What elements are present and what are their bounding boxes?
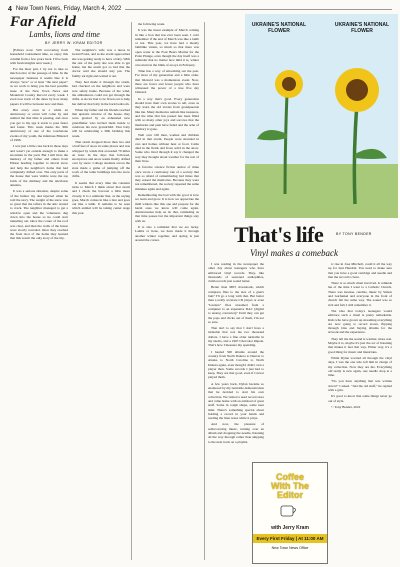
cartoon-caption-right: UKRAINE'S NATIONAL FLOWER [334,22,390,34]
paragraph: Remembering the bad with the good is how we learn and grow. It is how we appreciate the mild winters like this one and prepare for the harsh ones we know will come again. Anniversaries help us do that, reminding us that time passes but the important things stay with us. [135,192,199,223]
paragraph: They had made it through the storm, had checked on the neighbors and were now safely home. Because of the wind, the ambulances could not get through the drifts. A doctor had to be flown out to help her deliver that baby in the back bedroom. [72,80,130,106]
coffee-with-editor-ad [252,462,328,564]
vinyl-headline: Vinyl makes a comeback [250,248,339,258]
coffee-title: Coffee With The Editor [271,472,309,500]
vinyl-column-2 [328,262,392,560]
paragraph: And now, the pleasure of rediscovering music, turning over an album and dropping the needle, listening all the way through rather than skipping to the next track on a playlist. [208,422,264,444]
coffee-host: with Jerry Kram [271,525,309,531]
column-divider [204,22,205,560]
paragraph: the following week. [138,22,166,26]
paragraph: When my father and his friends reached that upstairs window of the house, they were greeted by an exhausted new grandfather who invited them inside to celebrate his new grandchild. That baby will be celebrating a 30th birthday this week. [72,107,130,138]
paragraph: The idea that today's teenagers would embrace such a ritual is pretty remarkable. Kids who have grown up streaming everything are now going to record stores, flipping through bins and buying albums for the artwork and the experience. [328,308,392,335]
paragraph: There is so much ritual involved. It reminds me of the time I went to a Catholic Church. There was incense, candles, music by Simon and Garfunkel and everyone in the front of church felt the same way. The sound was so rich and full, I still remember it. [328,281,392,307]
paragraph: They tell me the sound is warmer, more real. Maybe it is, maybe it's just the act of listening that makes it feel that way. Either way, it's a good thing for music and musicians. [328,336,392,354]
right-article-column [135,22,199,560]
paragraph: It seems that every time the calendar turns to March I think about that storm and I check the forecast a little more closely. It is a reminder that, as the saying goes, March comes in like a lion and goes out like a lamb. It remains to be seen which animal will be taking center stage this year. [72,180,130,215]
paragraph: In a way that's good. Every generation should have their own stories to tell, even as they learn the old stories from grandparents like me. Many memories remain like treasures, and the time that has passed has been filled with so many other joys and sorrows that the memories and pain have faded and the ache of memory is gone. [135,96,199,131]
paragraph: Well over 100 men, women and children died in that storm. People were stranded in cars and homes without heat or food. Cattle died in the fields and froze solid in the snow. Some who lived through it say it changed the way they thought about weather for the rest of their lives. [135,133,199,163]
paragraph: A few years back, Dylan became so enamored by my turntable demonstration that he decided to start his own collection. We visited a used record store and came home with an armload of great stuff. Some in rough shape, some near mint. There's something special about holding a record in your hands and reading the liner notes while it plays. [208,381,264,421]
paragraph: It is also a reminder that we are lucky. Lambs or lions, we have made it through another winter together, and spring is just around the corner. [135,225,199,242]
left-byline: BY JERRY W. KRAM EDITOR [45,41,103,45]
paragraph: A favorite science fiction author of mine once wrote a cautionary tale of a society that was so afraid of remembering bad times that they erased the memories. Because they were not remembered, the society repeated the same mistakes again and again. [135,165,199,191]
paragraph: That storm dropped more than two and a half feet of snow in some places and was whipped by winds that exceeded 70 miles an hour. In the days that followed, snowplows and snow teams finally drifted over by snow. College students across the state made a game of jumping off the roofs of the taller buildings into the snow drifts. [72,139,130,179]
paragraph: That isn't to say that I don't have a turntable that cost me two thousand dollars. I have a fine older turntable in my studio, and a 1967 Chevrolet Impala. That's how I measure my spending. [208,326,264,348]
paragraph: ic rise in Jose Mitchell, could it all the way up for Jeni Hendrix. You need to make sure that you have a good cartridge and needle and that the record is clean. [328,262,392,279]
paragraph: It was a serious situation, despite some of the humor my dad injected when he told the story. The weight of the snow was so great that the rafters in the attic started to crack. The neighbor managed to get a window open and the volunteers dug down into the house so he could start tunneling out. Once the corner of the roof was clear, and then the walls of the house were slowly revealed. Once they reached the front door of the home they learned that this wasn't the only story of the trip. [10,189,68,241]
coffee-schedule: Every First Friday | At 11:00 AM [253,534,327,543]
paragraph: While Dylan worried all through the vinyl days, I was the one who left him in charge of my collection. Now they are his. Everything old really is new again, one needle drop at a time. [328,355,392,378]
left-article-column-1 [10,48,68,560]
paragraph: The neighbor's wife was a nurse in Grand Forks, and as the storm approached she was getting ready to have a baby. With the rest of the party she was able to get home, but the storm got so bad that the doctor said she should stay put. The family sat tight and waited it out. [72,48,130,78]
paragraph: I was reading in the newspaper the other day about teenagers who have embraced vinyl records. They, like thousands of seasoned audiophiles, claim records just sound better. [208,262,264,284]
paragraph: I hauled 300 albums around the country from North Dakota to Denver to Alaska to North Carolina to North Dakota again, even though I didn't own a player then. Some records I just had to keep. They are that good, even if I never played them. [208,349,264,380]
paragraph: "Do you have anything that was written down?" I asked. "Just the old stuff," he replied with a grin. [328,379,392,393]
paragraph: For the most part, I try not to take so much notice of the passage of time. In the newspaper business it seems like it is always "now" or at least "the next paper" as we work to bring you the best possible issue of the New Town News and Mountrail County Record every week. I even lose track of the dates by how many papers it will be between now and then. [10,67,68,106]
right-byline: BY TONY BENDER [336,232,372,236]
paragraph: Time has a way of smoothing out the past. For most of my generation and a little older, that blizzard was a momentous event. Now, there are fewer and fewer people who have witnessed the power of a true five day blizzard. [135,68,199,95]
paragraph: I was just a little cuss back in those days and wasn't yet outside enough to make a snowman in the yard. But I still have the memory of my father and others from Elkton heading together to shovel snow and help the neighbor's home that had completely drifted over. The only parts of the house that were visible were the top brick of the chimney and the television antenna. [10,144,68,187]
editorial-cartoon [245,14,398,218]
paragraph: It's good to know that some things never go out of style. [328,394,392,403]
column-divider [131,22,132,560]
paragraph: (Editors note: Still recovering from household tournament time, so enjoy this column from a few years back. I'll be back with fresh insights next week.) [10,48,68,65]
page-number: 4 [8,5,12,13]
left-headline: Lambs, lions and time [29,30,100,39]
coffee-cup-icon [279,503,299,517]
page-header [8,4,392,14]
paragraph: But every once in a while an anniversary or event will come by and remind me that time is passing, and once you get to my age it starts to pass faster and faster. This week marks the 30th anniversary of one of the touchstone events of my youth, the infamous Blizzard of 1966. [10,107,68,142]
paragraph: It was the truest example of March coming in like a lion that has ever been seen. I can't remember if the end of March was like a lamb or not. This year, we have had a mostly lamblike winter, so much so that there was open water at the Four Bears Marina for the Polar Plunge, even though the day itself was a reminder that no matter how mild it is, winter can return in the blink of an eye in February. [135,28,199,67]
paragraph: © Tony Bender, 2022 [331,404,361,409]
section-title-thats-life: That's life [234,222,324,247]
publication-line: New Town News, Friday, March 4, 2022 [15,6,122,12]
header-rule [125,9,392,10]
paragraph: Better than MP3 downloads, which compress files to the size of a gnat's butt? I'll go a long with that. But better than a really accurate CD player or even "lossless" files streamed from a computer to an expensive DAC (digital to analog converter)? Until they can get the pops and clicks out of them, I'm not so sure. [208,285,264,324]
cartoon-caption-left: UKRAINE'S NATIONAL FLOWER [251,22,307,34]
left-article-column-2 [72,48,130,560]
section-title-far-afield: Far Afield [10,14,77,30]
coffee-location: New Town News Office [271,546,309,550]
